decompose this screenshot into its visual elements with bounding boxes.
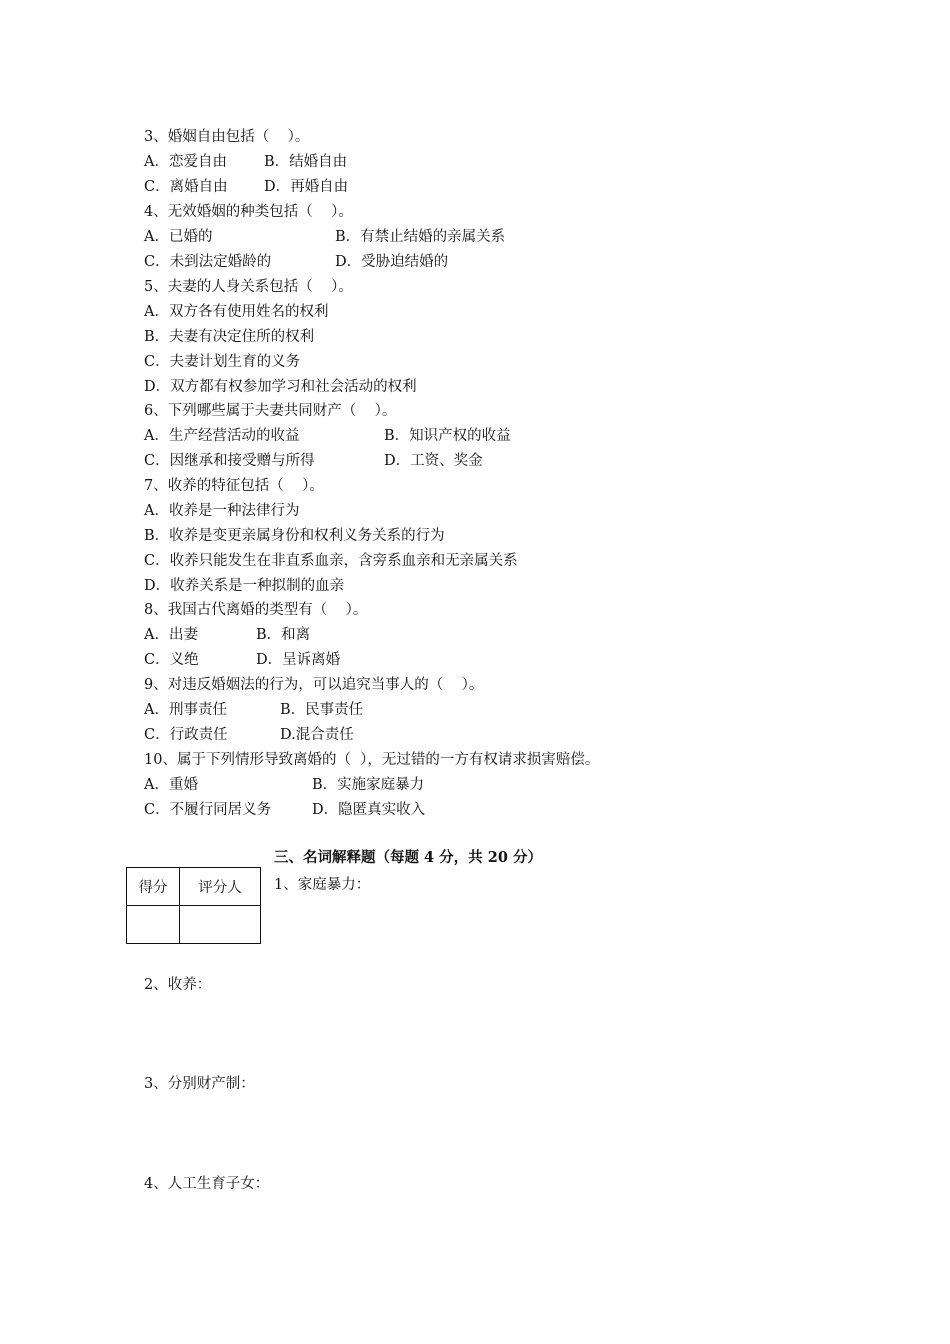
option: A．已婚的 (144, 229, 213, 245)
question-stem: 8、我国古代离婚的类型有（ ）。 (144, 602, 368, 618)
grader-header: 评分人 (180, 868, 261, 906)
option: C．因继承和接受赠与所得 (144, 453, 315, 469)
option: D．受胁迫结婚的 (335, 254, 449, 270)
section-heading: 三、名词解释题（每题 4 分，共 20 分） (274, 849, 542, 866)
option: C．行政责任 (144, 727, 228, 743)
option: D．再婚自由 (264, 179, 349, 195)
option: D.混合责任 (280, 727, 354, 743)
score-cell[interactable] (127, 906, 180, 944)
grader-cell[interactable] (180, 906, 261, 944)
question-stem: 7、收养的特征包括（ ）。 (144, 478, 324, 494)
question-stem: 9、对违反婚姻法的行为，可以追究当事人的（ ）。 (144, 677, 484, 693)
option: B．民事责任 (280, 702, 364, 718)
option: C．未到法定婚龄的 (144, 254, 272, 270)
option: C．离婚自由 (144, 179, 228, 195)
option: C．收养只能发生在非直系血亲，含旁系血亲和无亲属关系 (144, 553, 518, 569)
term-item: 4、人工生育子女： (144, 1176, 270, 1192)
option: D．收养关系是一种拟制的血亲 (144, 578, 345, 594)
option: B．和离 (256, 627, 311, 643)
option: C．不履行同居义务 (144, 802, 272, 818)
option: B．实施家庭暴力 (312, 777, 425, 793)
question-stem: 4、无效婚姻的种类包括（ ）。 (144, 204, 353, 220)
option: D．呈诉离婚 (256, 652, 341, 668)
question-stem: 5、夫妻的人身关系包括（ ）。 (144, 279, 353, 295)
option: A．收养是一种法律行为 (144, 503, 300, 519)
term-item: 1、家庭暴力： (274, 877, 371, 893)
question-stem: 6、下列哪些属于夫妻共同财产（ ）。 (144, 403, 397, 419)
option: C．夫妻计划生育的义务 (144, 354, 301, 370)
option: C．义绝 (144, 652, 199, 668)
option: B．结婚自由 (264, 154, 348, 170)
option: A．双方各有使用姓名的权利 (144, 304, 329, 320)
term-item: 3、分别财产制： (144, 1076, 255, 1092)
option: A．生产经营活动的收益 (144, 428, 300, 444)
option: A．出妻 (144, 627, 198, 643)
option: B．知识产权的收益 (384, 428, 511, 444)
score-header: 得分 (127, 868, 180, 906)
question-stem: 3、婚姻自由包括（ ）。 (144, 129, 310, 145)
option: A．刑事责任 (144, 702, 227, 718)
option: B．夫妻有决定住所的权利 (144, 329, 315, 345)
option: D．双方都有权参加学习和社会活动的权利 (144, 379, 417, 395)
option: D．工资、奖金 (384, 453, 483, 469)
option: A．重婚 (144, 777, 198, 793)
option: B．有禁止结婚的亲属关系 (335, 229, 506, 245)
question-stem: 10、属于下列情形导致离婚的（ ），无过错的一方有权请求损害赔偿。 (144, 752, 600, 768)
option: D．隐匿真实收入 (312, 802, 426, 818)
option: B．收养是变更亲属身份和权利义务关系的行为 (144, 528, 445, 544)
score-table (126, 867, 261, 944)
option: A．恋爱自由 (144, 154, 227, 170)
term-item: 2、收养： (144, 977, 212, 993)
